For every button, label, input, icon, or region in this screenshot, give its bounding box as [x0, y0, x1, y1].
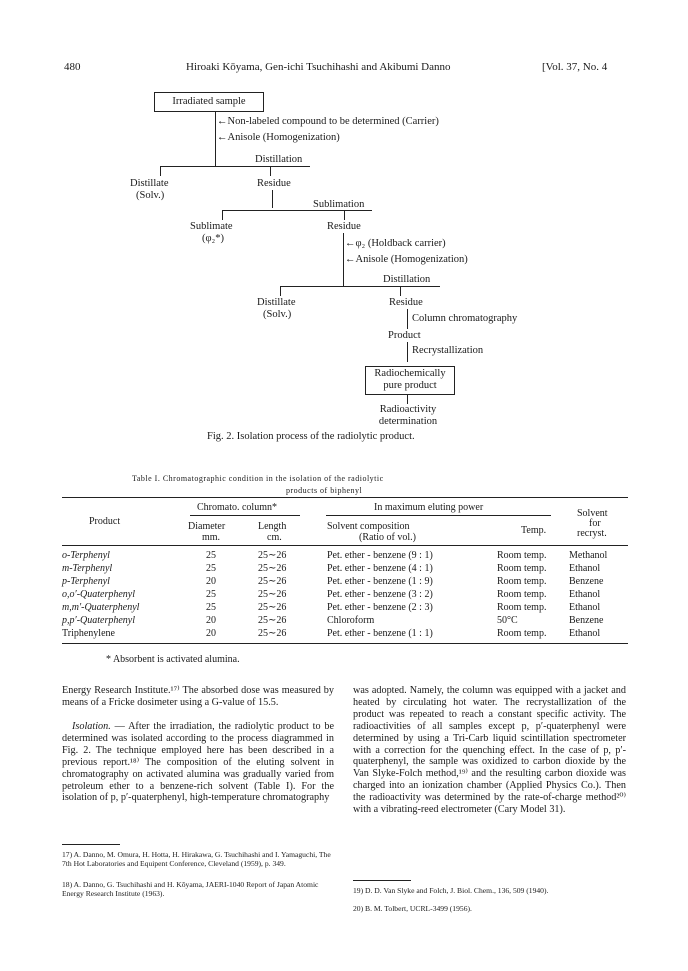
cell-recryst: Ethanol	[569, 589, 601, 600]
th-diameter: Diameter	[188, 521, 226, 532]
cell-recryst: Ethanol	[569, 563, 601, 574]
cell-solvent: Pet. ether - benzene (9 : 1)	[327, 550, 433, 561]
cell-recryst: Benzene	[569, 576, 604, 587]
flow-line	[407, 342, 408, 362]
cell-length: 25∼26	[258, 576, 287, 587]
cell-solvent: Pet. ether - benzene (1 : 9)	[327, 576, 433, 587]
flow-line	[215, 111, 216, 166]
irradiated-sample-box: Irradiated sample	[154, 92, 264, 112]
cell-product: p-Terphenyl	[62, 576, 110, 587]
th-eluting: In maximum eluting power	[374, 502, 484, 513]
radioactivity-determination	[375, 404, 441, 428]
th-diameter-unit: mm.	[202, 532, 221, 543]
flow-line	[160, 166, 310, 167]
pure-product-line-1: Radiochemically	[374, 368, 446, 379]
cell-temp: Room temp.	[497, 602, 547, 613]
header-brace	[326, 515, 551, 516]
left-column-para-2	[62, 721, 334, 804]
flow-line	[160, 166, 161, 176]
th-solvent-comp: Solvent composition	[327, 521, 410, 532]
cell-temp: Room temp.	[497, 589, 547, 600]
distillate-2: Distillate	[257, 297, 296, 308]
cell-diameter: 20	[206, 628, 216, 639]
cell-diameter: 25	[206, 589, 216, 600]
cell-diameter: 25	[206, 563, 216, 574]
step-sublimation: Sublimation	[313, 199, 365, 210]
cell-length: 25∼26	[258, 602, 287, 613]
step-distillation-2: Distillation	[383, 274, 431, 285]
cell-product: o-Terphenyl	[62, 550, 110, 561]
step-add-anisole-2: ←Anisole (Homogenization)	[345, 254, 468, 265]
isolation-body: — After the irradiation, the radiolytic product to be determined was isolated according to the process diagrammed in Fig. 2. The technique employed here has been described in a previous report.¹⁸⁾ The composition of the eluting solvent in chromatography on activated alumina was gradually varied from petroleum ether to a benzene-rich solvent (Table I). For the isolation of p, p′-quaterphenyl, high-temperature chromatography	[62, 721, 334, 804]
right-column-para: was adopted. Namely, the column was equipped with a jacket and heated by circulating hot water. The recrystallization of the product was repeated to reach a constant specific activity. The radioactivities of all samples except p, p′-quaterphenyl were determined by using a Tri-Carb liquid scintillation spectrometer with a correction for the quenching effect. In the case of p, p′-quaterphenyl, the sample was oxidized to carbon dioxide by the Van Slyke-Folch method,¹⁹⁾ and the resulting carbon dioxide was charged into an ionization chamber (Applied Physics Co.). Then the radioactivity was determined by the rate-of-charge method²⁰⁾ with a vibrating-reed electrometer (Cary Model 31).	[353, 685, 626, 816]
cell-diameter: 20	[206, 615, 216, 626]
cell-temp: 50°C	[497, 615, 518, 626]
th-product: Product	[89, 516, 121, 527]
th-length-unit: cm.	[267, 532, 282, 543]
running-authors: Hiroaki Kōyama, Gen-ichi Tsuchihashi and Akibumi Danno	[186, 61, 451, 73]
left-column-para-1: Energy Research Institute.¹⁷⁾ The absorbed dose was measured by means of a Fricke dosimeter using a G-value of 15.5.	[62, 685, 334, 708]
cell-product: o,o′-Quaterphenyl	[62, 589, 136, 600]
residue-3: Residue	[389, 297, 423, 308]
footnote-rule-right	[353, 880, 411, 881]
th-chromato: Chromato. column*	[197, 502, 277, 513]
cell-temp: Room temp.	[497, 628, 547, 639]
th-solvent-3: recryst.	[577, 528, 607, 539]
footnote-18: 18) A. Danno, G. Tsuchihashi and H. Kōyama, JAERI-1040 Report of Japan Atomic Energy Research Institute (1963).	[62, 880, 319, 899]
cell-diameter: 25	[206, 550, 216, 561]
th-ratio: (Ratio of vol.)	[359, 532, 416, 543]
flow-line	[270, 166, 271, 176]
cell-length: 25∼26	[258, 615, 287, 626]
cell-recryst: Methanol	[569, 550, 608, 561]
isolation-lead: Isolation.	[72, 721, 111, 732]
cell-temp: Room temp.	[497, 576, 547, 587]
cell-solvent: Pet. ether - benzene (2 : 3)	[327, 602, 433, 613]
volume-label: [Vol. 37, No. 4	[542, 61, 608, 73]
distillate-1-sub: (Solv.)	[136, 190, 165, 201]
footnote-20: 20) B. M. Tolbert, UCRL-3499 (1956).	[353, 904, 472, 913]
flow-line	[407, 309, 408, 329]
cell-length: 25∼26	[258, 589, 287, 600]
cell-length: 25∼26	[258, 563, 287, 574]
cell-diameter: 20	[206, 576, 216, 587]
cell-solvent: Pet. ether - benzene (3 : 2)	[327, 589, 433, 600]
cell-temp: Room temp.	[497, 563, 547, 574]
flow-line	[272, 190, 273, 208]
distillate-1: Distillate	[130, 178, 169, 189]
flow-line	[222, 210, 223, 220]
cell-solvent: Chloroform	[327, 615, 375, 626]
cell-temp: Room temp.	[497, 550, 547, 561]
activity-line-1: Radioactivity	[379, 404, 437, 415]
page-number: 480	[64, 61, 81, 73]
figure-caption: Fig. 2. Isolation process of the radiolytic product.	[207, 431, 415, 442]
cell-diameter: 25	[206, 602, 216, 613]
cell-length: 25∼26	[258, 550, 287, 561]
cell-recryst: Ethanol	[569, 628, 601, 639]
sublimate-sub: (φ₂*)	[202, 233, 224, 244]
table-title-line-1: Table I. Chromatographic condition in the isolation of the radiolytic	[132, 474, 384, 483]
th-temp: Temp.	[521, 525, 547, 536]
footnote-19: 19) D. D. Van Slyke and Folch, J. Biol. Chem., 136, 509 (1940).	[353, 886, 549, 895]
table-rule-mid	[62, 545, 628, 546]
footnote-17: 17) A. Danno, M. Omura, H. Hotta, H. Hirakawa, G. Tsuchihashi and I. Yamaguchi, The 7th Hot Laboratories and Equipent Conference, Cleveland (1959), p. 349.	[62, 850, 331, 869]
cell-solvent: Pet. ether - benzene (1 : 1)	[327, 628, 433, 639]
th-solvent-1: Solvent	[577, 508, 608, 519]
step-add-holdback: ←φ₂ (Holdback carrier)	[345, 238, 446, 249]
flow-line	[407, 394, 408, 404]
cell-length: 25∼26	[258, 628, 287, 639]
flow-line	[400, 286, 401, 296]
sublimate: Sublimate	[190, 221, 233, 232]
cell-product: m,m′-Quaterphenyl	[62, 602, 140, 613]
th-length: Length	[258, 521, 287, 532]
pure-product-box	[365, 366, 455, 395]
footnote-rule-left	[62, 844, 120, 845]
step-add-carrier: ←Non-labeled compound to be determined (Carrier)	[217, 116, 439, 127]
flow-line	[343, 233, 344, 286]
table-footnote: * Absorbent is activated alumina.	[106, 654, 240, 665]
table-title-line-2: products of biphenyl	[286, 486, 363, 495]
cell-recryst: Ethanol	[569, 602, 601, 613]
cell-solvent: Pet. ether - benzene (4 : 1)	[327, 563, 433, 574]
distillate-2-sub: (Solv.)	[263, 309, 292, 320]
th-solvent-2: for	[589, 518, 601, 529]
table-rule-bottom	[62, 643, 628, 644]
cell-product: m-Terphenyl	[62, 563, 113, 574]
activity-line-2: determination	[378, 416, 438, 427]
flow-line	[280, 286, 281, 296]
step-recrystallization: Recrystallization	[412, 345, 484, 356]
product: Product	[388, 330, 421, 341]
flow-line	[280, 286, 440, 287]
header-brace	[190, 515, 300, 516]
flow-line	[222, 210, 372, 211]
pure-product-line-2: pure product	[383, 380, 437, 391]
residue-2: Residue	[327, 221, 361, 232]
step-add-anisole: ←Anisole (Homogenization)	[217, 132, 340, 143]
table-rule-top	[62, 497, 628, 498]
cell-product: p,p′-Quaterphenyl	[62, 615, 136, 626]
flow-line	[344, 210, 345, 220]
step-column-chrom: Column chromatography	[412, 313, 518, 324]
residue-1: Residue	[257, 178, 291, 189]
cell-product: Triphenylene	[62, 628, 115, 639]
cell-recryst: Benzene	[569, 615, 604, 626]
step-distillation: Distillation	[255, 154, 303, 165]
